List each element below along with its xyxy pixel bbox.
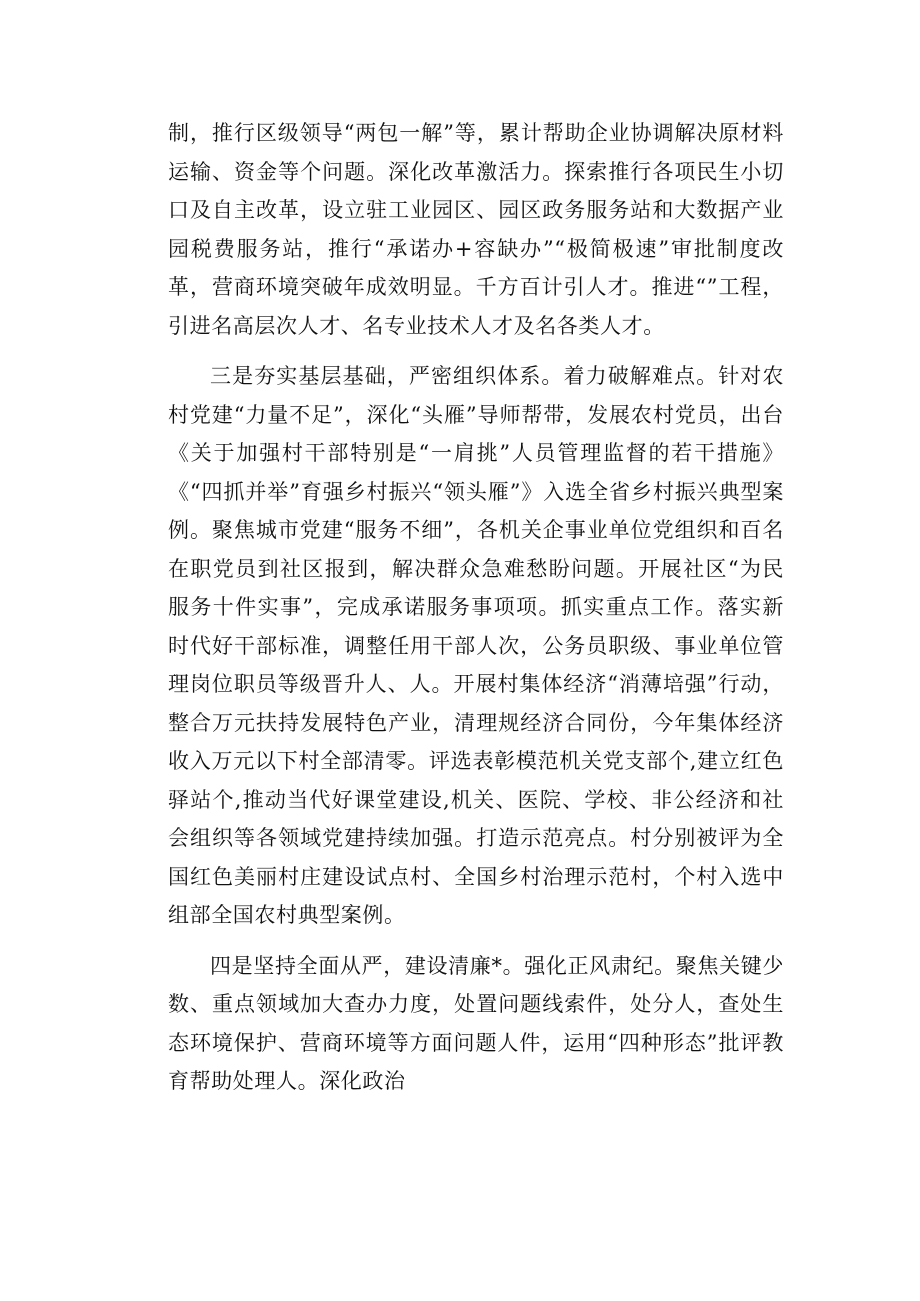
paragraph-section-four: 四是坚持全面从严，建设清廉*。强化正风肃纪。聚焦关键少数、重点领域加大查办力度，处置问题线索件，处分人，查处生态环境保护、营商环境等方面问题人件，运用“四种形态”批评教育帮助处理人。深化政治 — [168, 953, 784, 1093]
document-body — [168, 114, 784, 1101]
paragraph-section-three: 三是夯实基层基础，严密组织体系。着力破解难点。针对农村党建“力量不足”，深化“头雁”导师帮带，发展农村党员，出台《关于加强村干部特别是“一肩挑”人员管理监督的若干措施》《“四抓并举”育强乡村振兴“领头雁”》入选全省乡村振兴典型案例。聚焦城市党建“服务不细”，各机关企事业单位党组织和百名在职党员到社区报到，解决群众急难愁盼问题。开展社区“为民服务十件实事”，完成承诺服务事项项。抓实重点工作。落实新时代好干部标准，调整任用干部人次，公务员职级、事业单位管理岗位职员等级晋升人、人。开展村集体经济“消薄培强”行动，整合万元扶持发展特色产业，清理规经济合同份，今年集体经济收入万元以下村全部清零。评选表彰模范机关党支部个,建立红色驿站个,推动当代好课堂建设,机关、医院、学校、非公经济和社会组织等各领域党建持续加强。打造示范亮点。村分别被评为全国红色美丽村庄建设试点村、全国乡村治理示范村，个村入选中组部全国农村典型案例。 — [168, 364, 784, 927]
paragraph-continuation: 制，推行区级领导“两包一解”等，累计帮助企业协调解决原材料运输、资金等个问题。深化改革激活力。探索推行各项民生小切口及自主改革，设立驻工业园区、园区政务服务站和大数据产业园税费服务站，推行“承诺办+容缺办”“极简极速”审批制度改革，营商环境突破年成效明显。千方百计引人才。推进“”工程，引进名高层次人才、名专业技术人才及名各类人才。 — [168, 121, 784, 338]
